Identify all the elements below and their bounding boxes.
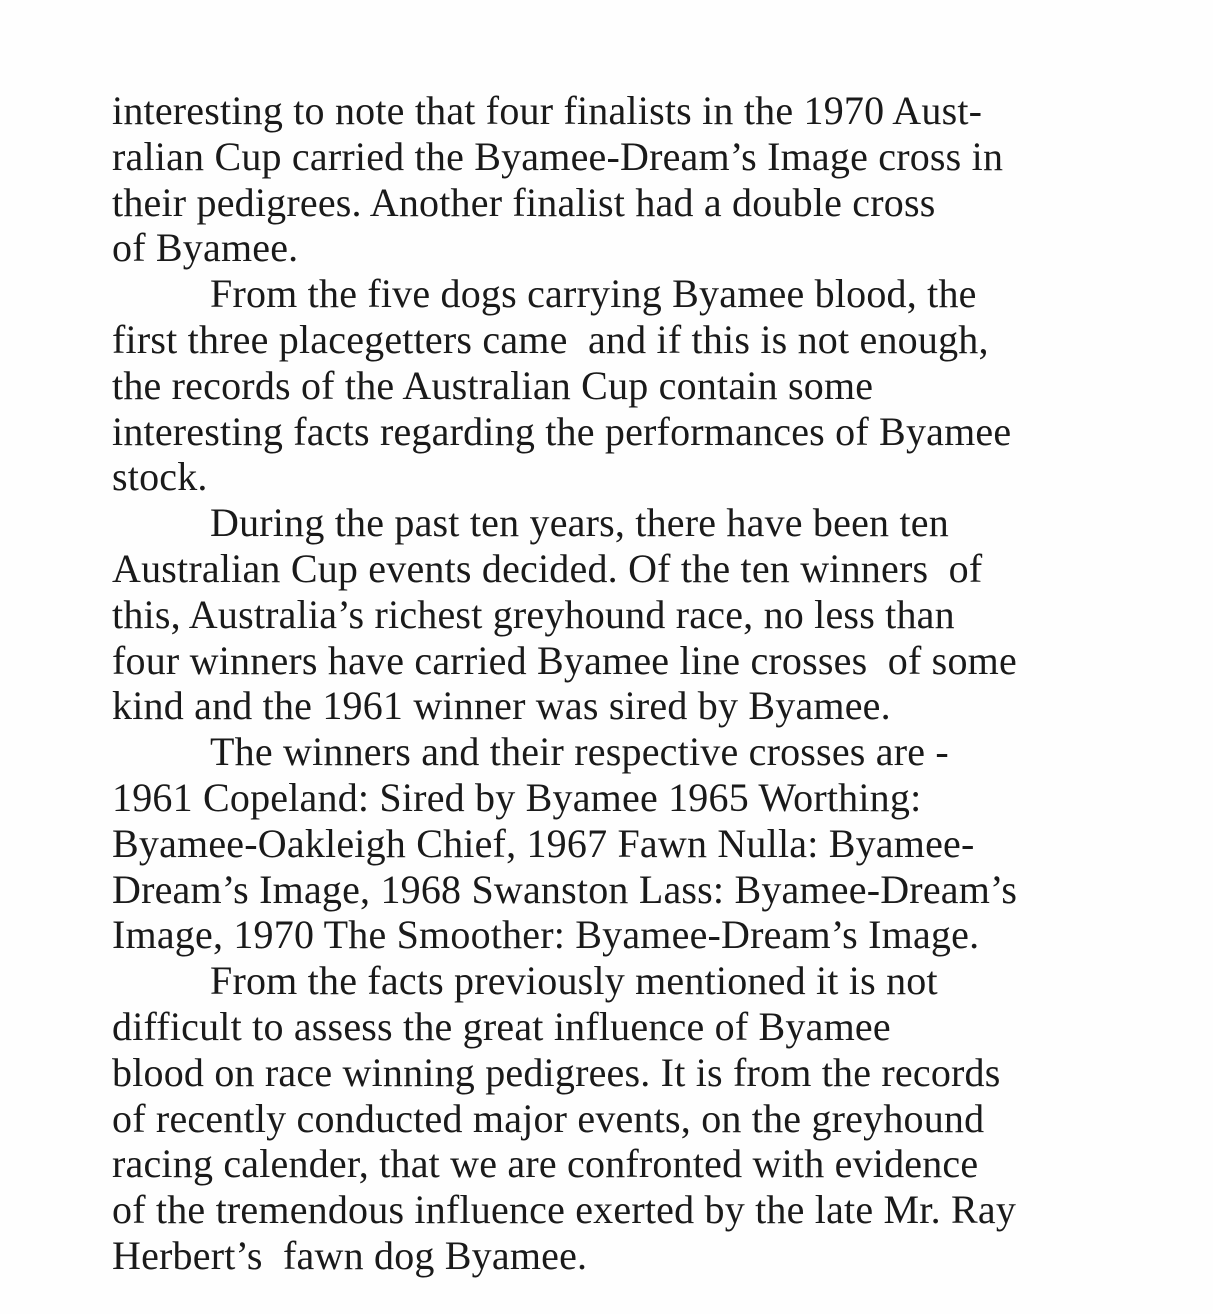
text-line: this, Australia’s richest greyhound race, no less than: [112, 591, 955, 637]
body-text: [112, 88, 1207, 1279]
text-line: racing calender, that we are confronted with evidence: [112, 1141, 979, 1187]
paragraph-first-line: From the facts previously mentioned it is not: [210, 958, 938, 1004]
text-line: the records of the Australian Cup contain some: [112, 362, 874, 408]
paragraph-first-line: The winners and their respective crosses are -: [210, 729, 949, 775]
text-line: of recently conducted major events, on the greyhound: [112, 1095, 985, 1141]
text-line: of Byamee.: [112, 225, 299, 271]
text-line: four winners have carried Byamee line crosses of some: [112, 637, 1017, 683]
text-line: kind and the 1961 winner was sired by Byamee.: [112, 683, 891, 729]
text-line: Byamee-Oakleigh Chief, 1967 Fawn Nulla: Byamee-: [112, 820, 975, 866]
text-line: Herbert’s fawn dog Byamee.: [112, 1232, 588, 1278]
text-line: ralian Cup carried the Byamee-Dream’s Image cross in: [112, 133, 1004, 179]
paragraph-first-line: During the past ten years, there have been ten: [210, 500, 949, 546]
text-line: 1961 Copeland: Sired by Byamee 1965 Worthing:: [112, 774, 922, 820]
text-line: stock.: [112, 454, 208, 500]
text-line: interesting facts regarding the performances of Byamee: [112, 408, 1012, 454]
text-line: first three placegetters came and if this is not enough,: [112, 316, 989, 362]
paragraph-first-line: From the five dogs carrying Byamee blood, the: [210, 271, 977, 317]
text-line: of the tremendous influence exerted by the late Mr. Ray: [112, 1187, 1017, 1233]
text-line: Dream’s Image, 1968 Swanston Lass: Byamee-Dream’s: [112, 866, 1018, 912]
text-line: their pedigrees. Another finalist had a double cross: [112, 179, 936, 225]
text-line: difficult to assess the great influence of Byamee: [112, 1003, 891, 1049]
text-line: blood on race winning pedigrees. It is from the records: [112, 1049, 1001, 1095]
text-line: Australian Cup events decided. Of the ten winners of: [112, 545, 983, 591]
text-line: interesting to note that four finalists in the 1970 Aust-: [112, 88, 983, 133]
text-line: Image, 1970 The Smoother: Byamee-Dream’s Image.: [112, 912, 980, 958]
